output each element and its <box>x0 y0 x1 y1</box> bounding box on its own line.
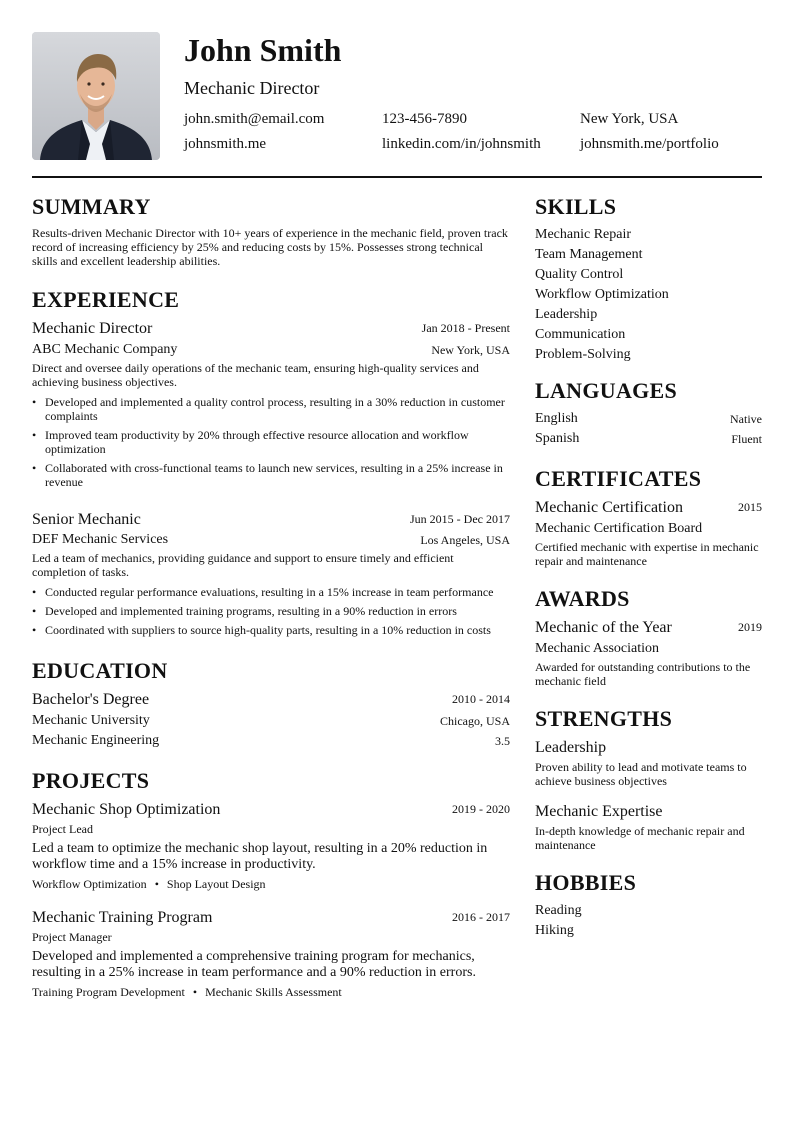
job-location: Los Angeles, USA <box>420 533 510 547</box>
job-bullets <box>32 585 510 642</box>
job-title: Mechanic Director <box>32 320 153 337</box>
job-bullet: • Developed and implemented training programs, resulting in a 90% reduction in errors <box>32 604 510 618</box>
awards-heading: AWARDS <box>535 586 630 611</box>
summary-text: Results-driven Mechanic Director with 10+ years of experience in the mechanic field, proven track record of increasing efficiency by 25% and reducing costs by 15%. Possesses strong technical skills and excellent leadership abilities. <box>32 226 508 268</box>
language-level: Native <box>730 412 762 426</box>
project-tag: Mechanic Skills Assessment <box>205 985 342 999</box>
person-portrait-image <box>32 32 160 160</box>
skill-item: Problem-Solving <box>535 347 631 362</box>
award-name: Mechanic of the Year <box>535 619 672 636</box>
education-dates: 2010 - 2014 <box>452 692 510 706</box>
contact-portfolio[interactable]: johnsmith.me/portfolio <box>580 136 719 152</box>
education-gpa: 3.5 <box>495 734 510 748</box>
project-role: Project Lead <box>32 822 93 836</box>
language-name: English <box>535 411 578 426</box>
education-degree: Bachelor's Degree <box>32 691 150 708</box>
project-tags <box>32 877 266 891</box>
job-description: Led a team of mechanics, providing guidance and support to ensure timely and efficient completion of tasks. <box>32 551 454 579</box>
skill-item: Quality Control <box>535 267 624 282</box>
skills-heading: SKILLS <box>535 194 617 219</box>
certificates-heading: CERTIFICATES <box>535 466 702 491</box>
contact-website[interactable]: johnsmith.me <box>184 136 267 152</box>
experience-heading: EXPERIENCE <box>32 287 180 312</box>
skill-item: Team Management <box>535 247 643 262</box>
summary-heading: SUMMARY <box>32 194 151 219</box>
job-bullets <box>32 395 510 494</box>
job-bullet: • Collaborated with cross-functional teams to launch new services, resulting in a 25% increase in revenue <box>32 461 510 489</box>
job-bullet: • Developed and implemented a quality control process, resulting in a 30% reduction in customer complaints <box>32 395 510 423</box>
project-dates: 2016 - 2017 <box>452 910 510 924</box>
skill-item: Communication <box>535 327 626 342</box>
certificate-name: Mechanic Certification <box>535 499 683 516</box>
job-description: Direct and oversee daily operations of the mechanic team, ensuring high-quality services and achieving business objectives. <box>32 361 479 389</box>
job-bullet: • Improved team productivity by 20% through effective resource allocation and workflow optimization <box>32 428 510 456</box>
strength-name: Mechanic Expertise <box>535 803 663 820</box>
education-heading: EDUCATION <box>32 658 168 683</box>
project-tag: Shop Layout Design <box>166 877 266 891</box>
education-school: Mechanic University <box>32 713 150 728</box>
profile-photo <box>32 32 160 160</box>
project-description: Developed and implemented a comprehensive training program for mechanics, resulting in a 25% increase in team performance and a 90% reduction in errors. <box>32 949 476 980</box>
job-company: ABC Mechanic Company <box>32 342 178 357</box>
contact-location: New York, USA <box>580 111 679 127</box>
project-tag: Training Program Development <box>32 985 185 999</box>
projects-heading: PROJECTS <box>32 768 150 793</box>
hobby-item: Hiking <box>535 923 574 938</box>
project-name: Mechanic Training Program <box>32 909 213 926</box>
project-role: Project Manager <box>32 930 112 944</box>
skill-item: Workflow Optimization <box>535 287 669 302</box>
education-location: Chicago, USA <box>440 714 510 728</box>
job-company: DEF Mechanic Services <box>32 532 169 547</box>
certificate-description: Certified mechanic with expertise in mechanic repair and maintenance <box>535 540 759 568</box>
project-dates: 2019 - 2020 <box>452 802 510 816</box>
job-dates: Jun 2015 - Dec 2017 <box>410 512 510 526</box>
certificate-issuer: Mechanic Certification Board <box>535 521 703 536</box>
award-description: Awarded for outstanding contributions to the mechanic field <box>535 660 751 688</box>
tag-separator: • <box>192 985 198 999</box>
language-level: Fluent <box>731 432 762 446</box>
candidate-name: John Smith <box>184 32 342 68</box>
strength-name: Leadership <box>535 739 607 756</box>
award-issuer: Mechanic Association <box>535 641 660 656</box>
job-title: Senior Mechanic <box>32 511 141 528</box>
job-bullet: • Coordinated with suppliers to source high-quality parts, resulting in a 10% reduction in costs <box>32 623 510 637</box>
contact-phone[interactable]: 123-456-7890 <box>382 111 467 127</box>
contact-email[interactable]: john.smith@email.com <box>184 111 325 127</box>
languages-heading: LANGUAGES <box>535 378 678 403</box>
strengths-heading: STRENGTHS <box>535 706 673 731</box>
candidate-title: Mechanic Director <box>184 78 320 98</box>
certificate-year: 2015 <box>738 500 762 514</box>
job-dates: Jan 2018 - Present <box>421 321 510 335</box>
tag-separator: • <box>154 877 159 891</box>
project-name: Mechanic Shop Optimization <box>32 801 221 818</box>
skill-item: Mechanic Repair <box>535 227 632 242</box>
strength-description: In-depth knowledge of mechanic repair and maintenance <box>535 824 745 852</box>
language-name: Spanish <box>535 431 580 446</box>
hobbies-heading: HOBBIES <box>535 870 637 895</box>
contact-linkedin[interactable]: linkedin.com/in/johnsmith <box>382 136 541 152</box>
job-bullet: • Conducted regular performance evaluations, resulting in a 15% increase in team performance <box>32 585 510 599</box>
header-divider <box>32 176 762 178</box>
strength-description: Proven ability to lead and motivate teams to achieve business objectives <box>535 760 747 788</box>
hobby-item: Reading <box>535 903 582 918</box>
project-tag: Workflow Optimization <box>32 877 147 891</box>
job-location: New York, USA <box>431 343 510 357</box>
education-field: Mechanic Engineering <box>32 733 160 748</box>
award-year: 2019 <box>738 620 762 634</box>
project-description: Led a team to optimize the mechanic shop layout, resulting in a 20% reduction in workflow time and a 15% increase in productivity. <box>32 841 488 872</box>
skill-item: Leadership <box>535 307 598 322</box>
project-tags <box>32 985 342 999</box>
